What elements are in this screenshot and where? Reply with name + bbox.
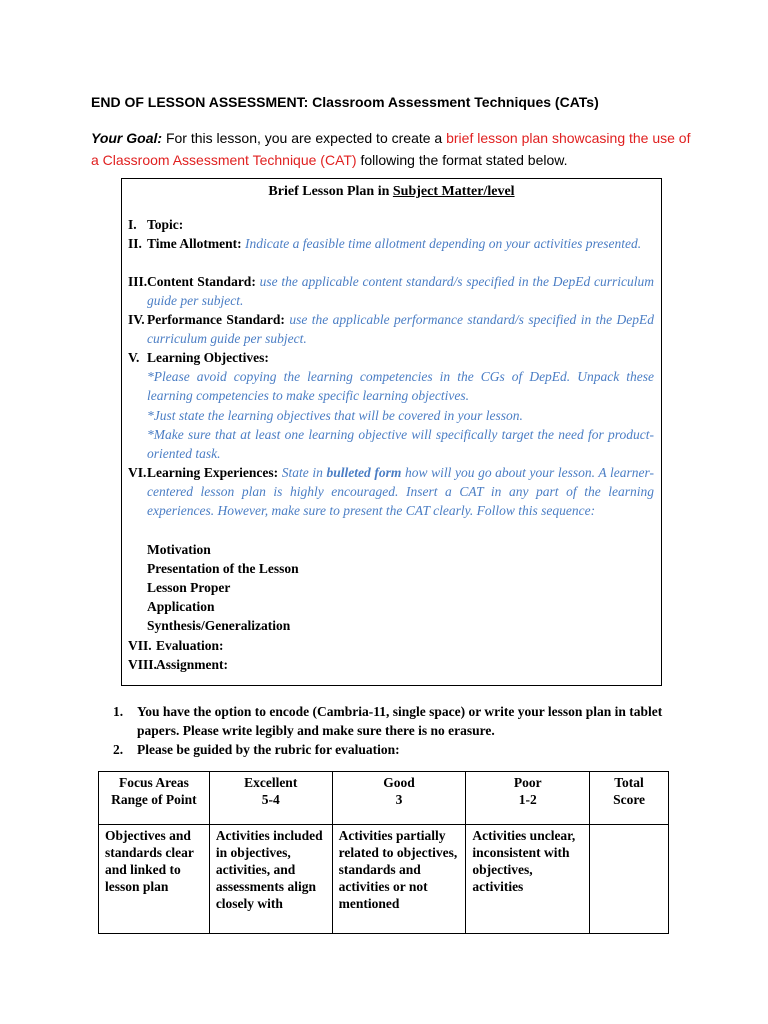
goal-label: Your Goal	[91, 130, 158, 146]
item-time-allotment: II. Time Allotment: Indicate a feasible time allotment depending on your activities presented.	[128, 236, 642, 251]
item-assignment: VIII. Assignment:	[128, 657, 229, 672]
goal-text-before: For this lesson, you are expected to create a	[162, 130, 447, 146]
sequence-synthesis: Synthesis/Generalization	[147, 618, 291, 633]
sequence-lesson-proper: Lesson Proper	[147, 580, 231, 595]
item-performance-standard: IV. Performance Standard: use the applicable performance standard/s specified in the DepEd curriculum guide per subject.	[128, 312, 655, 347]
header-focus-areas: Focus Areas Range of Point	[99, 772, 210, 825]
goal-highlight: brief lesson plan showcasing the use of a Classroom Assessment Technique (CAT)	[91, 130, 691, 168]
goal-paragraph: Your Goal: For this lesson, you are expected to create a brief lesson plan showcasing the use of a Classroom Assessment Technique (CAT) following the format stated below.	[91, 130, 691, 168]
bulleted-form-emphasis: bulleted form	[326, 465, 402, 480]
instruction-1: 1. You have the option to encode (Cambria-11, single space) or write your lesson plan in tablet papers. Please write legibly and make sure there is no erasure.	[113, 704, 663, 738]
item-evaluation: VII. Evaluation:	[128, 638, 224, 653]
sequence-motivation: Motivation	[147, 542, 211, 557]
instruction-2: 2. Please be guided by the rubric for evaluation:	[113, 742, 400, 757]
objectives-note-2: *Just state the learning objectives that will be covered in your lesson.	[147, 407, 523, 423]
header-total-score: Total Score	[590, 772, 669, 825]
cell-total	[590, 825, 669, 934]
rubric-table	[98, 771, 669, 934]
table-row	[99, 825, 669, 934]
lesson-plan-box	[121, 178, 662, 686]
header-good: Good 3	[332, 772, 466, 825]
header-excellent: Excellent 5-4	[209, 772, 332, 825]
item-content-standard: III. Content Standard: use the applicable content standard/s specified in the DepEd curriculum guide per subject.	[128, 274, 655, 309]
item-learning-experiences: VI. Learning Experiences: State in bulleted form how will you go about your lesson. A learner-centered lesson plan is highly encouraged. Insert a CAT in any part of the learning experiences. However, make sure to present the CAT clearly. Follow this sequence:	[128, 465, 654, 519]
rubric-header-row	[99, 772, 669, 825]
item-learning-objectives: V. Learning Objectives: *Please avoid copying the learning competencies in the CGs of DepEd. Unpack these learning competencies to make specific learning objectives. *Just state the learning objectives that will be covered in your lesson. *Make sure that at least one learning objective will specifically target the need for product-oriented task.	[128, 348, 654, 463]
item-topic: I. Topic:	[128, 217, 184, 232]
objectives-note-3: *Make sure that at least one learning objective will specifically target the need for product-oriented task.	[147, 426, 654, 462]
objectives-note-1: *Please avoid copying the learning competencies in the CGs of DepEd. Unpack these learning competencies to make specific learning objectives.	[147, 369, 654, 404]
lesson-plan-title: Brief Lesson Plan in Subject Matter/level	[268, 184, 515, 199]
subject-matter-level: Subject Matter/level	[392, 184, 515, 199]
header-poor: Poor 1-2	[466, 772, 590, 825]
page-heading: END OF LESSON ASSESSMENT: Classroom Assessment Techniques (CATs)	[91, 94, 599, 110]
cell-poor: Activities unclear, inconsistent with objectives, activities	[466, 825, 590, 934]
cell-good: Activities partially related to objectives, standards and activities or not mentioned	[332, 825, 466, 934]
cell-focus: Objectives and standards clear and linked to lesson plan	[99, 825, 210, 934]
sequence-presentation: Presentation of the Lesson	[147, 561, 299, 576]
cell-excellent: Activities included in objectives, activities, and assessments align closely with	[209, 825, 332, 934]
goal-text-after: following the format stated below.	[356, 152, 568, 168]
sequence-application: Application	[147, 599, 215, 614]
